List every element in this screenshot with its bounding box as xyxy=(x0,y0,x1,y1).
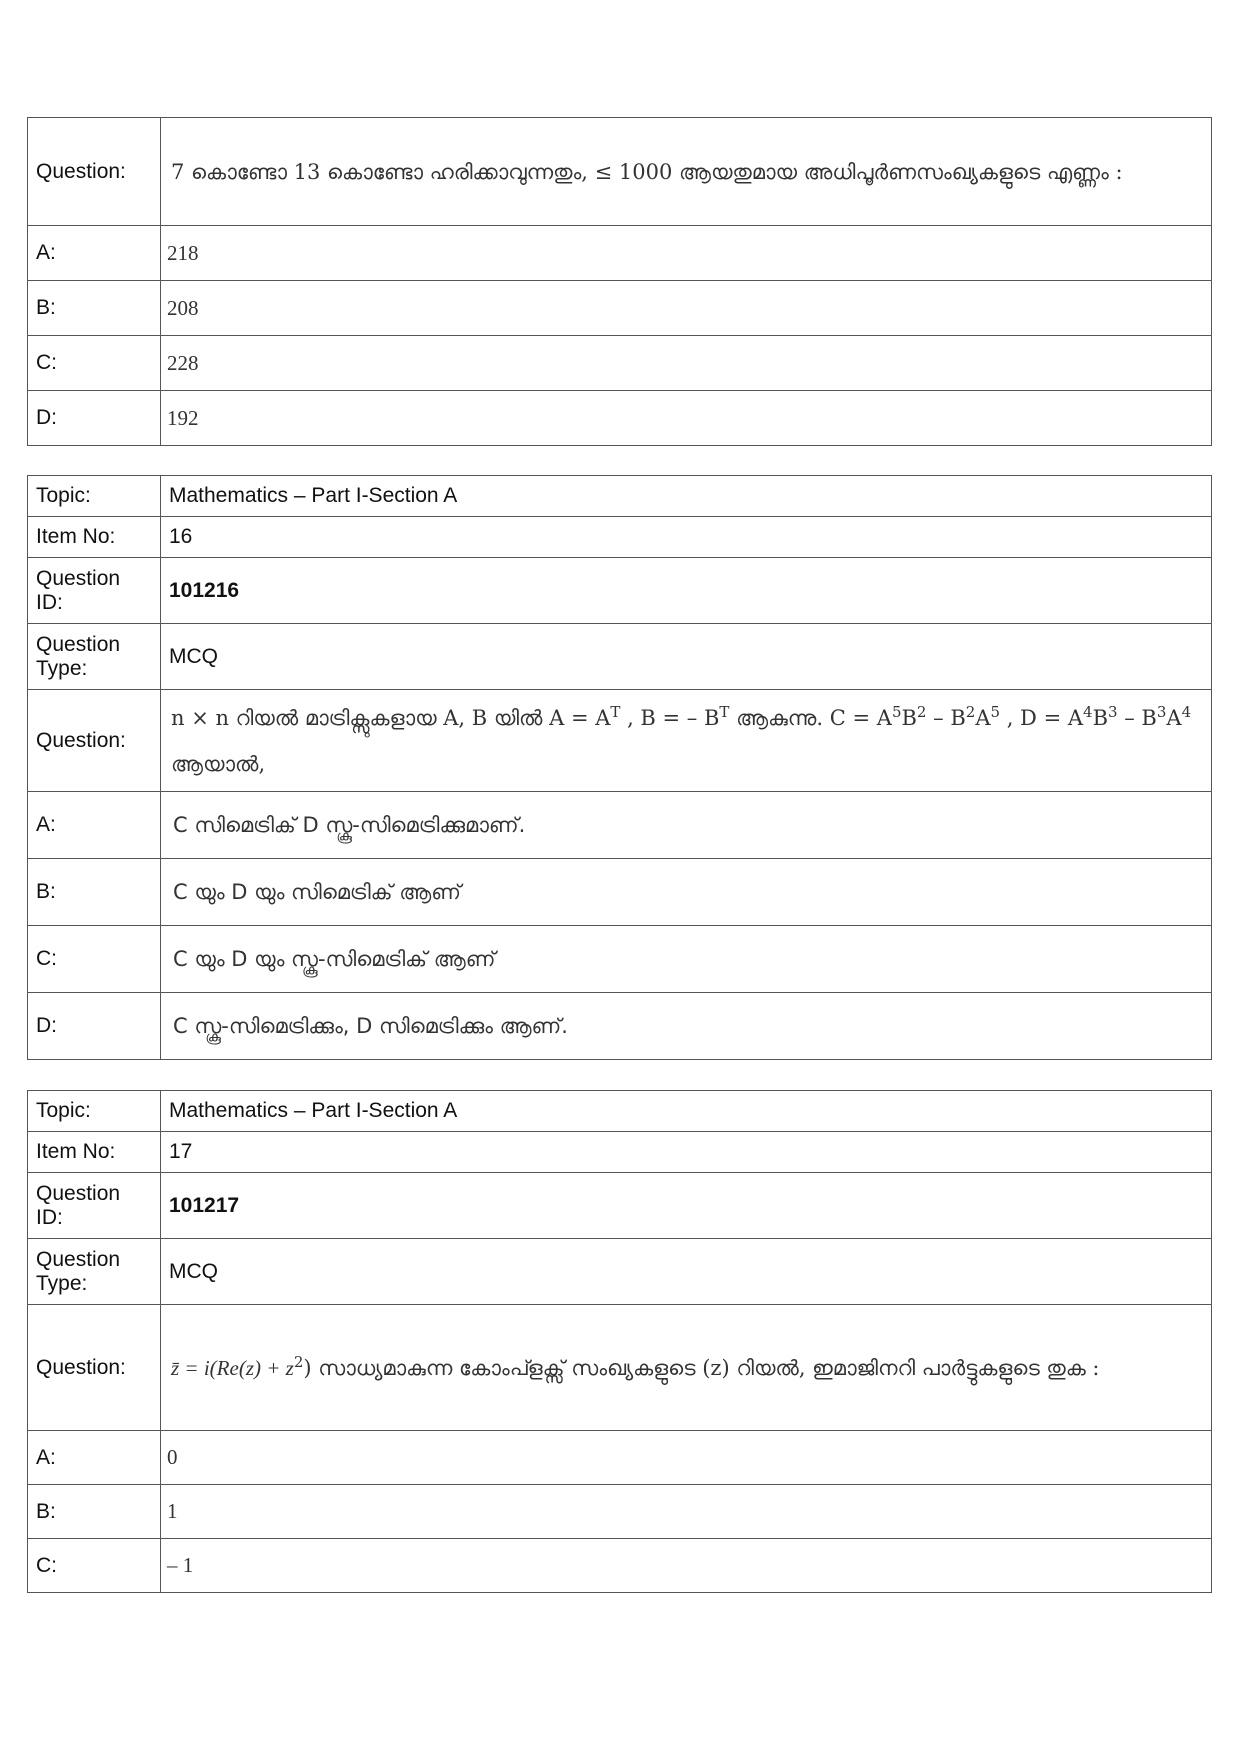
option-c-label: C: xyxy=(28,336,161,391)
option-b-label: B: xyxy=(28,1485,161,1539)
option-c-text: 228 xyxy=(161,336,1212,391)
question-block-15 xyxy=(27,117,1212,446)
question-id-label: Question ID: xyxy=(28,558,161,624)
question-type-label: Question Type: xyxy=(28,624,161,690)
item-no-value: 17 xyxy=(161,1132,1212,1173)
option-b-label: B: xyxy=(28,281,161,336)
question-text: 7 കൊണ്ടോ 13 കൊണ്ടോ ഹരിക്കാവുന്നതും, ≤ 1000 ആയതുമായ അധിപൂർണസംഖ്യകളുടെ എണ്ണം : xyxy=(161,118,1212,226)
option-b-text: 1 xyxy=(161,1485,1212,1539)
option-c-row xyxy=(28,1539,1212,1593)
item-no-label: Item No: xyxy=(28,1132,161,1173)
question-label: Question: xyxy=(28,118,161,226)
option-d-row xyxy=(28,993,1212,1060)
option-c-label: C: xyxy=(28,1539,161,1593)
question-id-row xyxy=(28,1173,1212,1239)
option-c-row xyxy=(28,336,1212,391)
question-type-row xyxy=(28,624,1212,690)
topic-row xyxy=(28,1091,1212,1132)
question-text: n × n റിയൽ മാട്രിക്സുകളായ A, B യിൽ $A = A^T$ , B = – $B^T$ ആകുന്നു. $C = A^5B^2 - B^2A^5$ , $D = A^4B^3 - B^3A^4$ ആയാൽ, xyxy=(161,690,1212,792)
item-no-label: Item No: xyxy=(28,517,161,558)
option-d-row xyxy=(28,391,1212,446)
option-b-text: C യും D യും സിമെട്രിക് ആണ് xyxy=(161,859,1212,926)
option-d-label: D: xyxy=(28,993,161,1060)
question-id-row xyxy=(28,558,1212,624)
option-a-label: A: xyxy=(28,792,161,859)
question-id-value: 101216 xyxy=(161,558,1212,624)
question-row xyxy=(28,690,1212,792)
topic-value: Mathematics – Part I-Section A xyxy=(161,476,1212,517)
option-b-row xyxy=(28,859,1212,926)
option-b-label: B: xyxy=(28,859,161,926)
topic-label: Topic: xyxy=(28,1091,161,1132)
question-row xyxy=(28,118,1212,226)
option-d-label: D: xyxy=(28,391,161,446)
topic-value: Mathematics – Part I-Section A xyxy=(161,1091,1212,1132)
option-a-row xyxy=(28,226,1212,281)
question-type-value: MCQ xyxy=(161,624,1212,690)
option-c-text: C യും D യും സ്കൂ-സിമെട്രിക് ആണ് xyxy=(161,926,1212,993)
option-b-row xyxy=(28,1485,1212,1539)
option-a-text: 0 xyxy=(161,1431,1212,1485)
topic-label: Topic: xyxy=(28,476,161,517)
question-label: Question: xyxy=(28,690,161,792)
option-a-row xyxy=(28,1431,1212,1485)
option-c-text: – 1 xyxy=(161,1539,1212,1593)
option-c-row xyxy=(28,926,1212,993)
option-a-row xyxy=(28,792,1212,859)
question-block-16 xyxy=(27,475,1212,1060)
question-type-label: Question Type: xyxy=(28,1239,161,1305)
option-a-text: C സിമെട്രിക് D സ്കൂ-സിമെട്രിക്കുമാണ്. xyxy=(161,792,1212,859)
option-a-label: A: xyxy=(28,226,161,281)
question-type-row xyxy=(28,1239,1212,1305)
option-b-text: 208 xyxy=(161,281,1212,336)
option-a-label: A: xyxy=(28,1431,161,1485)
option-b-row xyxy=(28,281,1212,336)
question-label: Question: xyxy=(28,1305,161,1431)
question-id-label: Question ID: xyxy=(28,1173,161,1239)
question-text: z̄ = $i(Re(z) + z^2)$ സാധ്യമാകുന്ന കോംപ്ളക്സ് സംഖ്യകളുടെ (z) റിയൽ, ഇമാജിനറി പാർട്ടുകളുടെ തുക : xyxy=(161,1305,1212,1431)
question-type-value: MCQ xyxy=(161,1239,1212,1305)
question-block-17 xyxy=(27,1090,1212,1593)
item-no-row xyxy=(28,1132,1212,1173)
option-d-text: C സ്കൂ-സിമെട്രിക്കും, D സിമെട്രിക്കും ആണ്. xyxy=(161,993,1212,1060)
question-id-value: 101217 xyxy=(161,1173,1212,1239)
option-a-text: 218 xyxy=(161,226,1212,281)
topic-row xyxy=(28,476,1212,517)
option-d-text: 192 xyxy=(161,391,1212,446)
item-no-value: 16 xyxy=(161,517,1212,558)
option-c-label: C: xyxy=(28,926,161,993)
item-no-row xyxy=(28,517,1212,558)
question-row xyxy=(28,1305,1212,1431)
